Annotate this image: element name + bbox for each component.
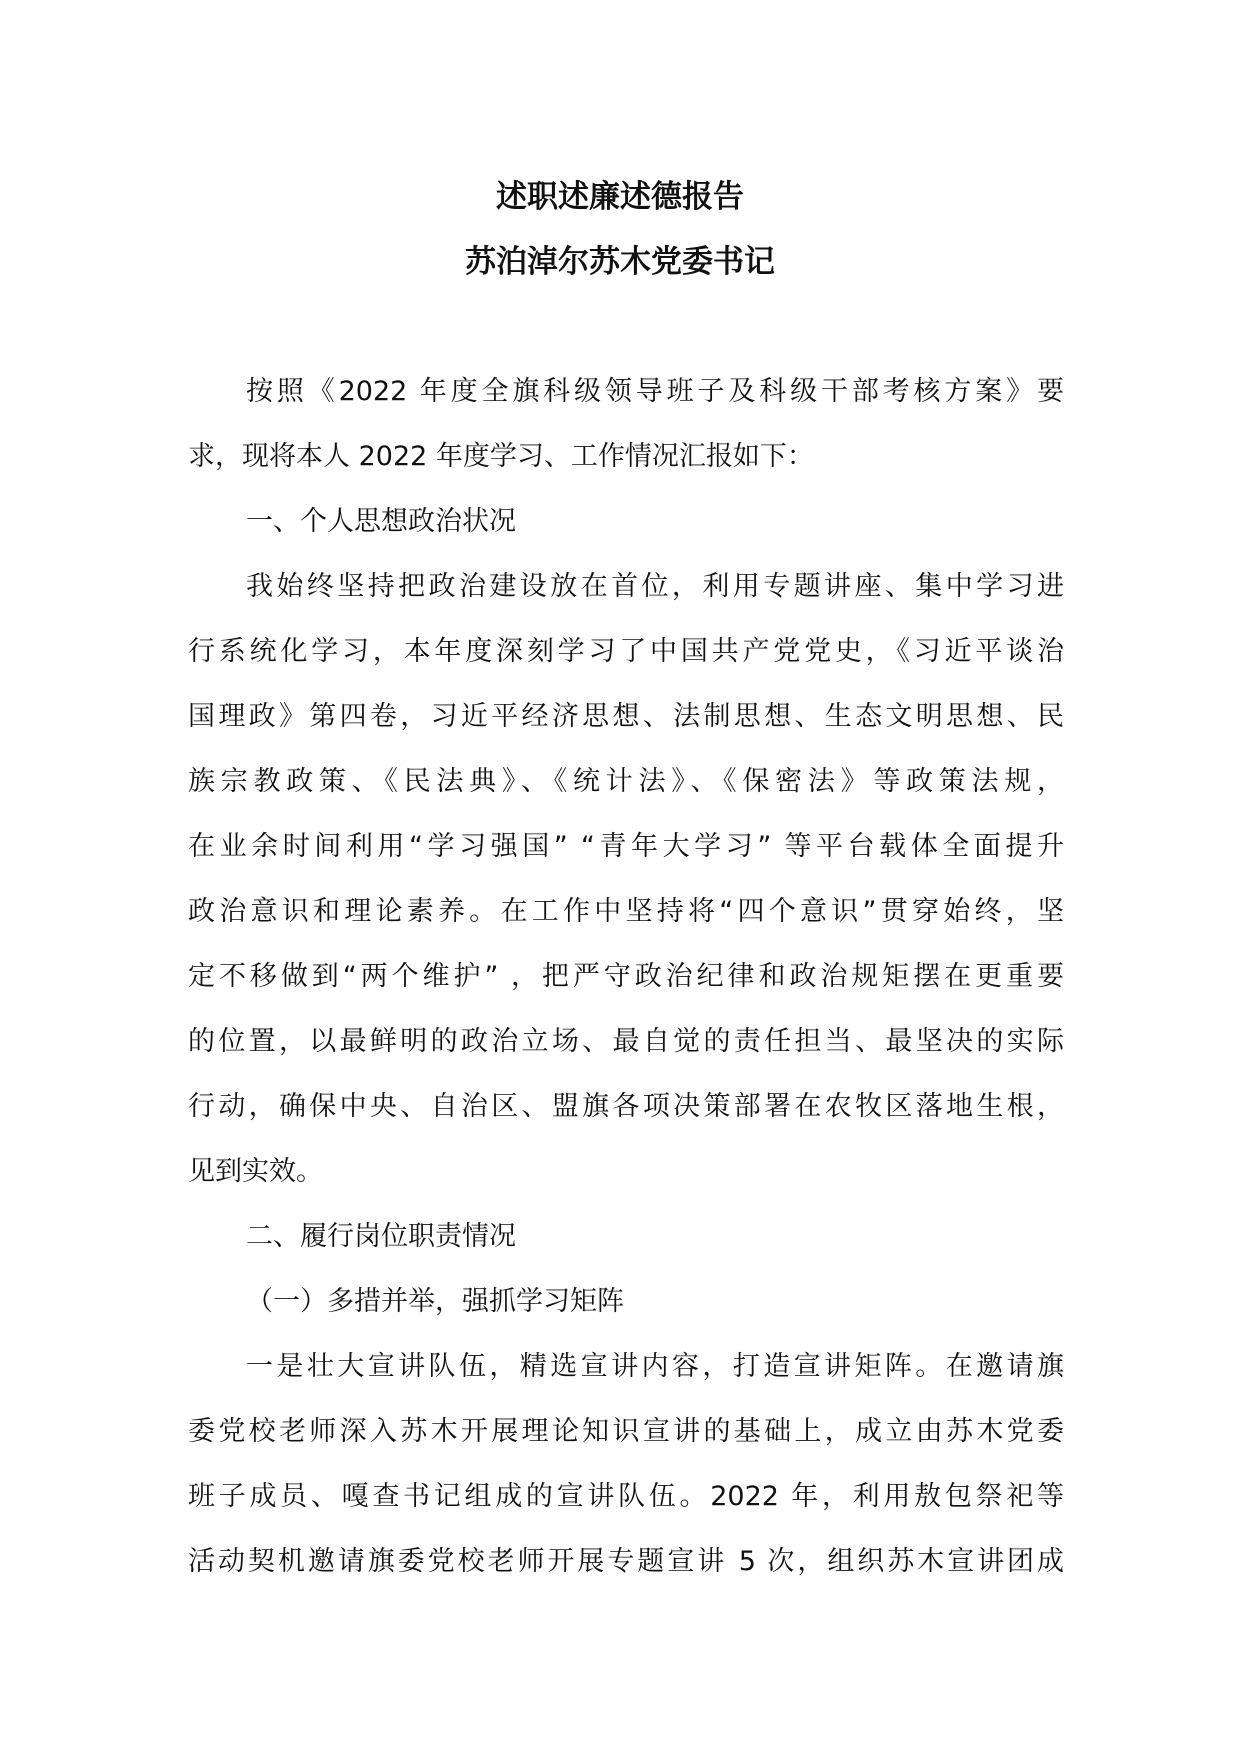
paragraph-line: 行动，确保中央、自治区、盟旗各项决策部署在农牧区落地生根， xyxy=(188,1091,1064,1122)
paragraph-line: 政治意识和理论素养。在工作中坚持将“四个意识”贯穿始终，坚 xyxy=(188,896,1064,927)
section-heading: 一、个人思想政治状况 xyxy=(246,506,516,537)
section-heading: 二、履行岗位职责情况 xyxy=(246,1221,516,1252)
paragraph-line: 委党校老师深入苏木开展理论知识宣讲的基础上，成立由苏木党委 xyxy=(188,1416,1064,1447)
paragraph-line: 我始终坚持把政治建设放在首位，利用专题讲座、集中学习进 xyxy=(246,571,1064,602)
paragraph-line: 在业余时间利用“学习强国” “青年大学习” 等平台载体全面提升 xyxy=(188,831,1064,862)
subsection-heading: （一）多措并举，强抓学习矩阵 xyxy=(246,1286,624,1317)
paragraph-line: 国理政》第四卷，习近平经济思想、法制思想、生态文明思想、民 xyxy=(188,701,1064,732)
paragraph-line: 族宗教政策、《民法典》、《统计法》、《保密法》等政策法规， xyxy=(188,766,1064,797)
paragraph-line: 班子成员、嘎查书记组成的宣讲队伍。2022 年，利用敖包祭祀等 xyxy=(188,1481,1064,1512)
paragraph-line: 活动契机邀请旗委党校老师开展专题宣讲 5 次，组织苏木宣讲团成 xyxy=(188,1546,1064,1577)
paragraph-line: 求，现将本人 2022 年度学习、工作情况汇报如下： xyxy=(188,441,814,472)
document-subtitle: 苏泊淖尔苏木党委书记 xyxy=(465,244,775,280)
paragraph-line: 的位置，以最鲜明的政治立场、最自觉的责任担当、最坚决的实际 xyxy=(188,1026,1064,1057)
paragraph-line: 行系统化学习，本年度深刻学习了中国共产党党史，《习近平谈治 xyxy=(188,636,1064,667)
paragraph-line: 按照《2022 年度全旗科级领导班子及科级干部考核方案》要 xyxy=(246,376,1064,407)
document-title: 述职述廉述德报告 xyxy=(496,179,744,215)
paragraph-line: 定不移做到“两个维护” ，把严守政治纪律和政治规矩摆在更重要 xyxy=(188,961,1064,992)
paragraph-line: 一是壮大宣讲队伍，精选宣讲内容，打造宣讲矩阵。在邀请旗 xyxy=(246,1351,1064,1382)
paragraph-line: 见到实效。 xyxy=(188,1156,323,1187)
